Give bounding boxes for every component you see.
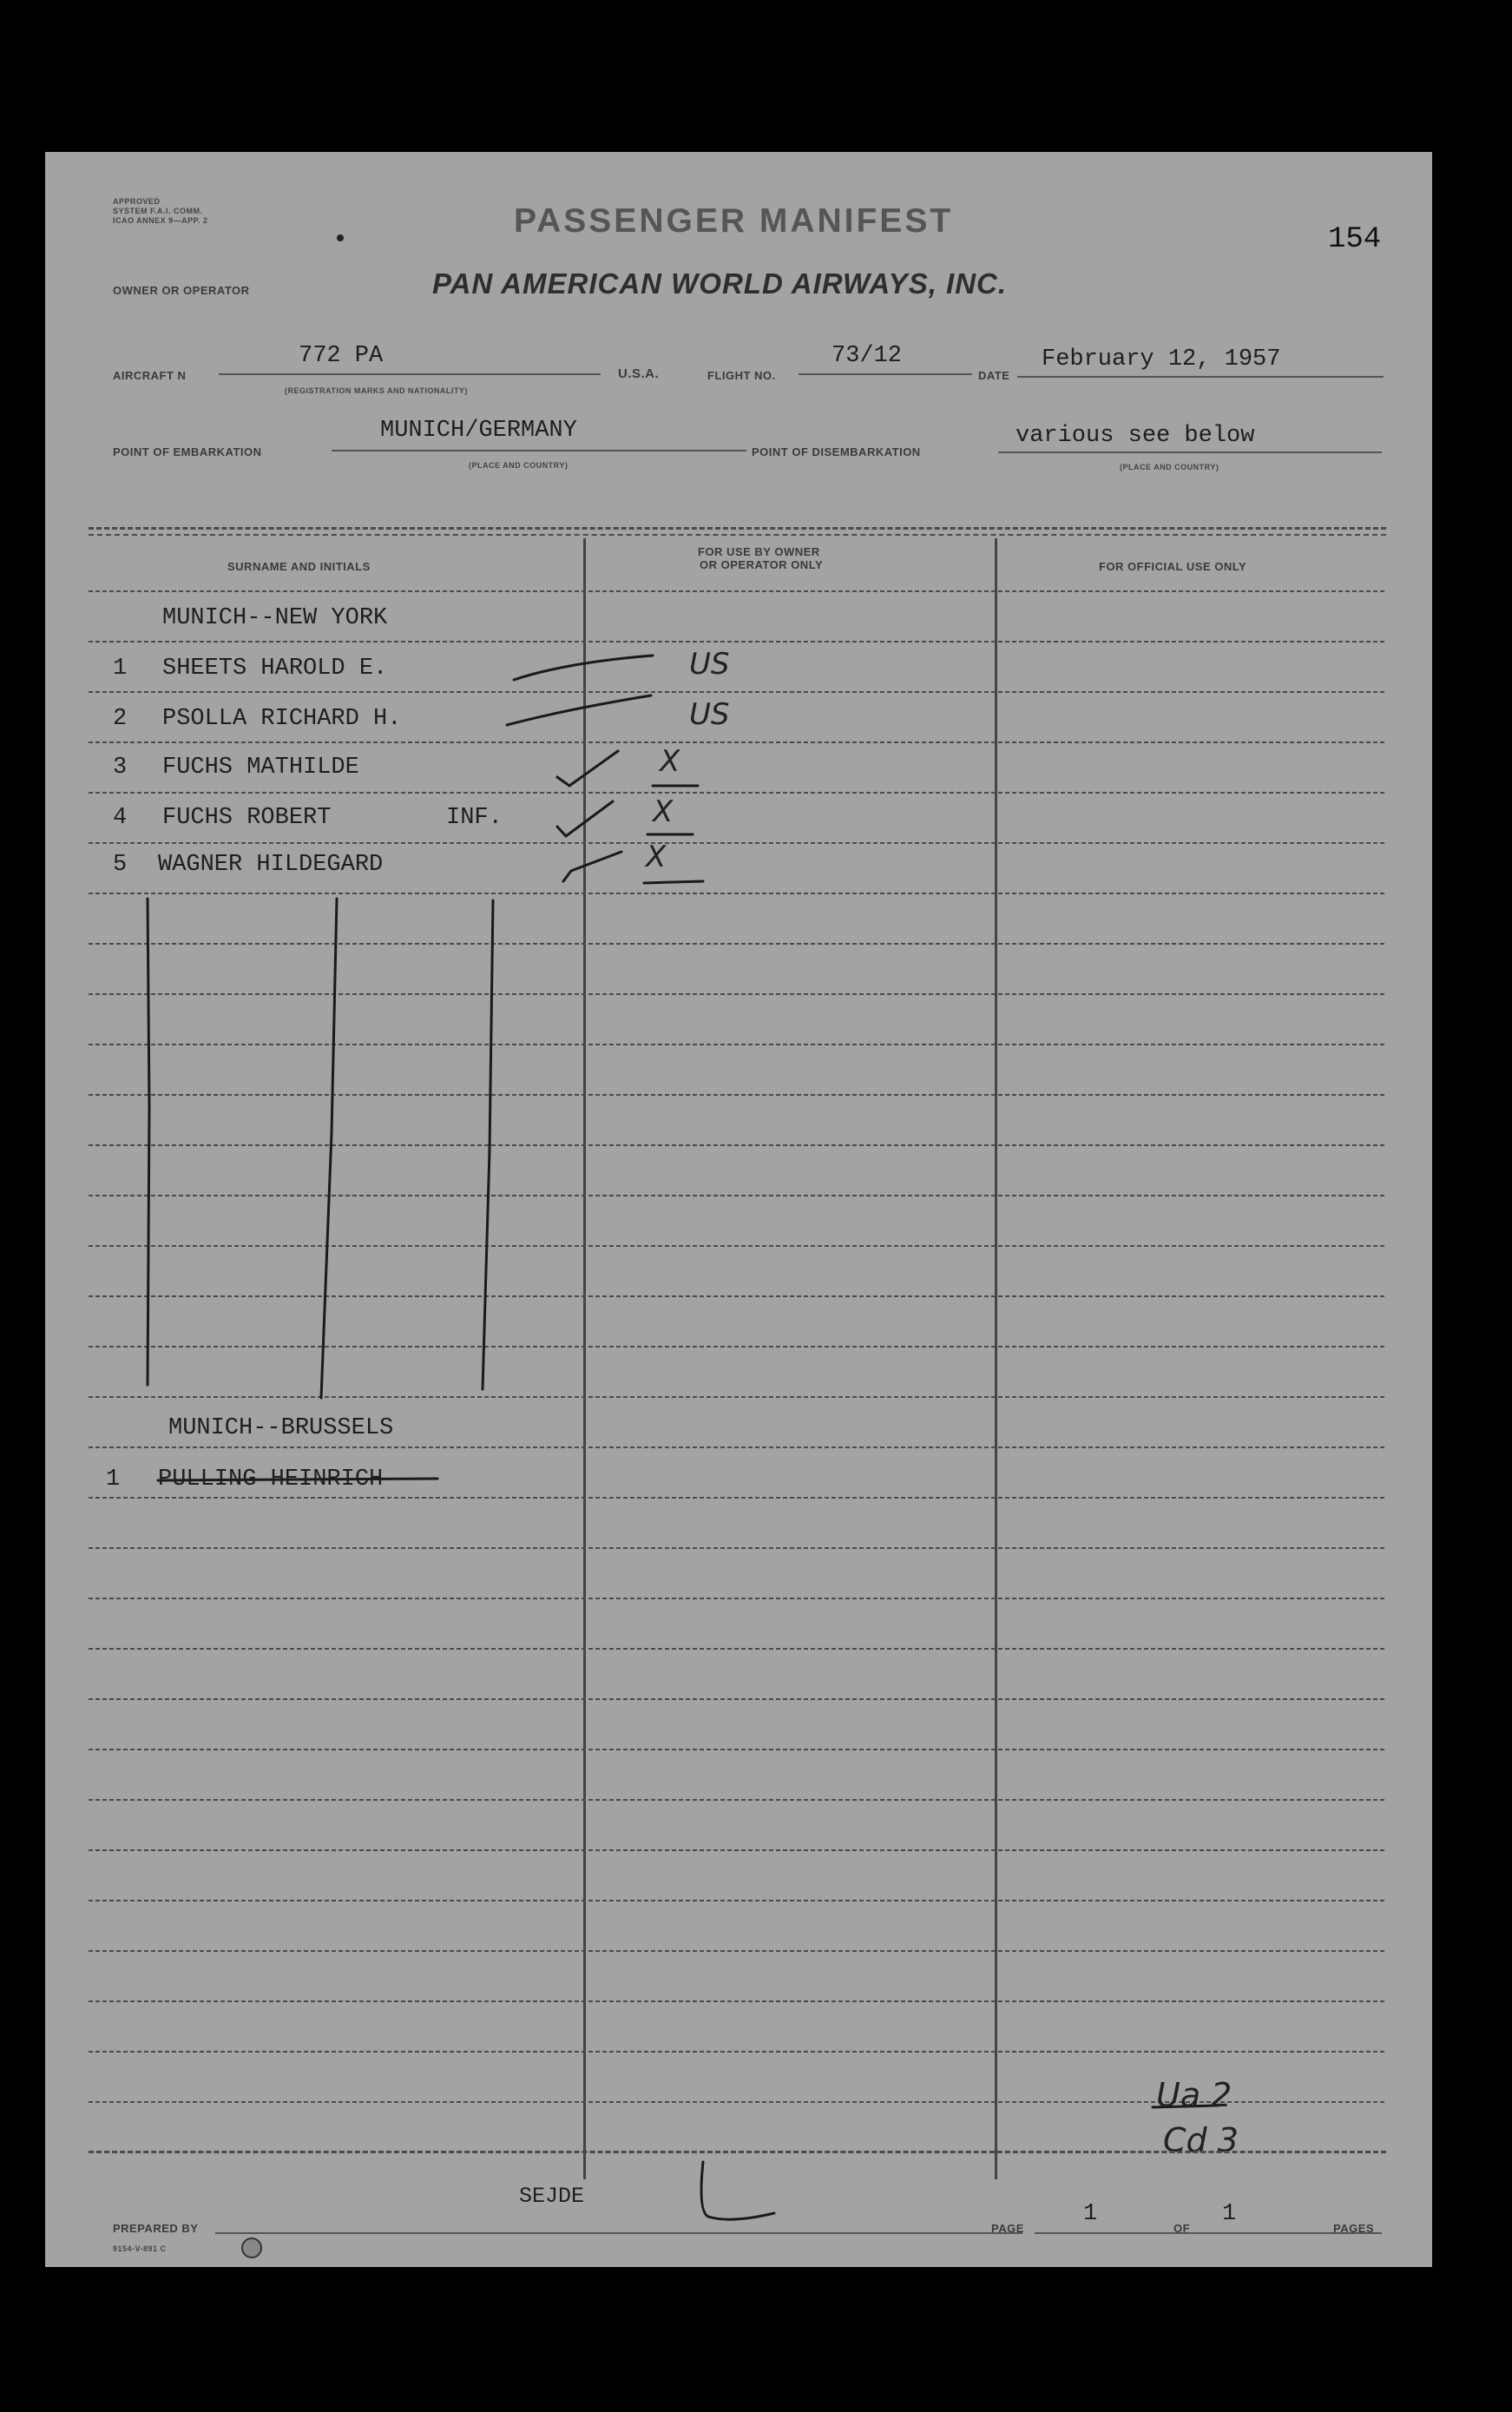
approval-line: ICAO ANNEX 9—APP. 2 <box>113 216 208 225</box>
pages-label: PAGES <box>1333 2222 1375 2235</box>
page-number: 1 <box>1083 2201 1098 2227</box>
handwritten-mark: X <box>653 794 674 829</box>
table-bottom-rule <box>89 2151 1386 2153</box>
signature-stroke <box>701 2162 774 2219</box>
passenger-name: WAGNER HILDEGARD <box>158 852 384 878</box>
usa-label: U.S.A. <box>618 366 660 381</box>
row-number: 1 <box>106 1466 121 1493</box>
handwritten-tally: Cd 3 <box>1163 2121 1239 2159</box>
disembark-caption: (PLACE AND COUNTRY) <box>1120 463 1219 471</box>
passenger-name: SHEETS HAROLD E. <box>162 656 388 682</box>
header-official: FOR OFFICIAL USE ONLY <box>1099 560 1247 573</box>
form-title: PASSENGER MANIFEST <box>514 202 954 240</box>
embark-caption: (PLACE AND COUNTRY) <box>469 461 569 470</box>
disembark-label: POINT OF DISEMBARKATION <box>752 445 921 458</box>
handwritten-mark: US <box>689 647 730 682</box>
owner-name: PAN AMERICAN WORLD AIRWAYS, INC. <box>432 267 1008 300</box>
form-code: 9154-V-891 C <box>113 2244 167 2253</box>
row-number: 3 <box>113 755 128 781</box>
date-value: February 12, 1957 <box>1042 346 1281 372</box>
of-label: OF <box>1173 2222 1191 2235</box>
registration-caption: (REGISTRATION MARKS AND NATIONALITY) <box>285 386 468 395</box>
page-label: PAGE <box>991 2222 1024 2235</box>
underline-mark <box>644 881 703 883</box>
check-mark <box>557 751 618 786</box>
date-label: DATE <box>978 369 1010 382</box>
check-mark <box>563 852 621 881</box>
approval-line: SYSTEM F.A.I. COMM. <box>113 207 203 215</box>
header-owner-use: OR OPERATOR ONLY <box>700 558 824 571</box>
handwritten-tally: Ua 2 <box>1156 2076 1233 2114</box>
aircraft-label: AIRCRAFT N <box>113 369 187 382</box>
ditto-line <box>483 900 493 1389</box>
passenger-note: INF. <box>446 805 503 831</box>
route-heading: MUNICH--NEW YORK <box>162 605 388 631</box>
ditto-line <box>148 899 149 1385</box>
ditto-line <box>321 899 337 1398</box>
handwritten-mark: X <box>660 744 680 779</box>
embark-value: MUNICH/GERMANY <box>380 418 577 444</box>
check-mark <box>507 695 651 725</box>
handwritten-mark: US <box>689 697 730 732</box>
passenger-name: FUCHS ROBERT <box>162 805 332 831</box>
approval-line: APPROVED <box>113 197 161 206</box>
check-mark <box>557 801 613 836</box>
manifest-sheet <box>45 152 1432 2267</box>
page-total: 1 <box>1222 2201 1237 2227</box>
check-mark <box>514 656 653 680</box>
row-number: 1 <box>113 656 128 682</box>
row-number: 2 <box>113 706 128 732</box>
embark-label: POINT OF EMBARKATION <box>113 445 262 458</box>
page-stamp: 154 <box>1328 223 1382 256</box>
handwritten-strokes <box>45 152 1432 2267</box>
aircraft-value: 772 PA <box>299 343 384 369</box>
row-number: 4 <box>113 805 128 831</box>
flight-label: FLIGHT NO. <box>707 369 776 382</box>
union-label-icon <box>241 2237 262 2258</box>
header-surname: SURNAME AND INITIALS <box>227 560 371 573</box>
prepared-label: PREPARED BY <box>113 2222 199 2235</box>
handwritten-mark: X <box>646 840 667 874</box>
row-number: 5 <box>113 852 128 878</box>
disembark-value: various see below <box>1016 423 1255 449</box>
passenger-name: PSOLLA RICHARD H. <box>162 706 402 732</box>
passenger-name: PULLING HEINRICH <box>158 1466 384 1493</box>
owner-label: OWNER OR OPERATOR <box>113 284 250 297</box>
passenger-name: FUCHS MATHILDE <box>162 755 359 781</box>
flight-value: 73/12 <box>832 343 903 369</box>
route-heading: MUNICH--BRUSSELS <box>168 1415 394 1441</box>
signature-name: SEJDE <box>519 2184 585 2209</box>
header-owner-use: FOR USE BY OWNER <box>698 545 820 558</box>
